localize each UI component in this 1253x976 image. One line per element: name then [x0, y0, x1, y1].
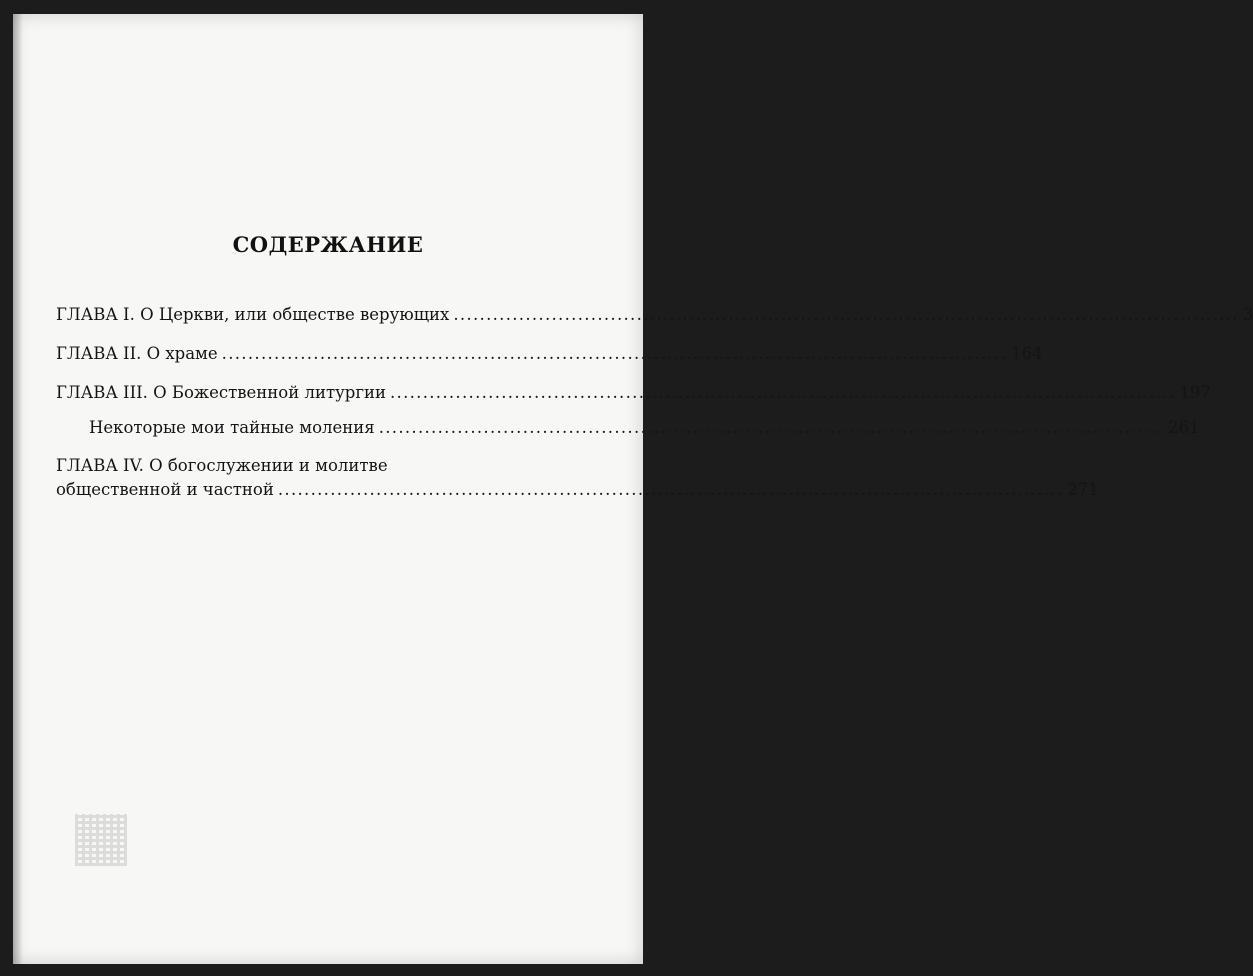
toc-entry-page: 261 [1168, 418, 1200, 437]
toc-entry-page: 3 [1242, 305, 1253, 324]
toc-entry-page: 271 [1067, 480, 1099, 499]
toc-entry-page: 197 [1179, 383, 1211, 402]
spine-shadow [13, 14, 23, 964]
toc-entry-label: ГЛАВА II. О храме [56, 344, 218, 363]
toc-entry [56, 382, 1211, 403]
dot-leader: ........................................................................................................................ [277, 480, 1064, 499]
dot-leader: ........................................................................................................................ [221, 344, 1008, 363]
toc-entry-label: ГЛАВА I. О Церкви, или обществе верующих [56, 305, 450, 324]
dot-leader: ........................................................................................................................ [389, 383, 1176, 402]
dot-leader: ........................................................................................................................ [453, 305, 1239, 324]
toc-entry-page: 164 [1011, 344, 1043, 363]
toc-subentry [89, 417, 1200, 438]
show-through-qr [75, 814, 127, 866]
toc-entry [56, 455, 1099, 500]
toc-entry-label-line1: ГЛАВА IV. О богослужении и молитве [56, 456, 388, 475]
toc-entry [56, 304, 1253, 325]
book-page [13, 14, 1253, 964]
toc-entry-label: ГЛАВА III. О Божественной литургии [56, 383, 386, 402]
toc-heading: СОДЕРЖАНИЕ [232, 232, 424, 257]
toc-entry [56, 343, 1043, 364]
toc-entry-label: Некоторые мои тайные моления [89, 418, 375, 437]
toc-entry-label-line2: общественной и частной [56, 480, 274, 499]
dot-leader: ........................................................................................................................ [378, 418, 1165, 437]
